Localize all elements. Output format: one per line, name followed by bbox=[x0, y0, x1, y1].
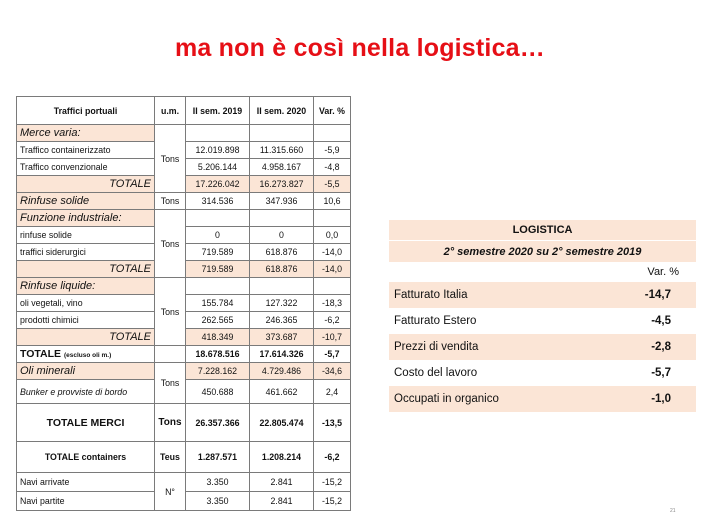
total-merci-v2: 22.805.474 bbox=[250, 404, 314, 442]
row-label: Fatturato Estero bbox=[394, 315, 477, 327]
row-v1: 262.565 bbox=[186, 312, 250, 329]
table-row bbox=[17, 363, 351, 380]
table-row bbox=[389, 308, 696, 334]
row-v2: 2.841 bbox=[250, 492, 314, 511]
row-var: 0,0 bbox=[314, 227, 351, 244]
row-var: -4,8 bbox=[314, 159, 351, 176]
row-v1: 7.228.162 bbox=[186, 363, 250, 380]
port-traffic-table bbox=[16, 96, 351, 511]
table-row bbox=[389, 334, 696, 360]
row-name: traffici siderurgici bbox=[17, 244, 155, 261]
total-excl-row bbox=[17, 346, 351, 363]
subtotal-var: -14,0 bbox=[314, 261, 351, 278]
row-label: Prezzi di vendita bbox=[389, 334, 621, 360]
row-var: -15,2 bbox=[314, 492, 351, 511]
header-sem-2020: II sem. 2020 bbox=[250, 97, 314, 125]
row-v1: 0 bbox=[186, 227, 250, 244]
logistica-header-row bbox=[389, 262, 696, 282]
subtotal-var: -5,5 bbox=[314, 176, 351, 193]
total-containers-row bbox=[17, 442, 351, 473]
page-number: 21 bbox=[670, 508, 676, 514]
header-name: Traffici portuali bbox=[17, 97, 155, 125]
logistica-title-row bbox=[389, 220, 696, 241]
table-row bbox=[17, 193, 351, 210]
row-v1: 155.784 bbox=[186, 295, 250, 312]
row-v2: 461.662 bbox=[250, 380, 314, 404]
logistica-subtitle-row bbox=[389, 241, 696, 263]
total-excl-v1: 18.678.516 bbox=[186, 346, 250, 363]
row-v2: 4.958.167 bbox=[250, 159, 314, 176]
row-v2: 2.841 bbox=[250, 473, 314, 492]
row-label: Fatturato Italia bbox=[389, 282, 621, 308]
row-var: -15,2 bbox=[314, 473, 351, 492]
row-var: -5,9 bbox=[314, 142, 351, 159]
table-row bbox=[389, 386, 696, 412]
total-containers-var: -6,2 bbox=[314, 442, 351, 473]
row-name: Navi partite bbox=[17, 492, 155, 511]
header-sem-2019: II sem. 2019 bbox=[186, 97, 250, 125]
total-excl-var: -5,7 bbox=[314, 346, 351, 363]
subtotal-label: TOTALE bbox=[17, 261, 155, 278]
row-v1: 5.206.144 bbox=[186, 159, 250, 176]
total-excl-label bbox=[17, 346, 155, 363]
row-value: -4,5 bbox=[651, 315, 672, 327]
row-var: -6,2 bbox=[314, 312, 351, 329]
row-name: Navi arrivate bbox=[17, 473, 155, 492]
row-value: -14,7 bbox=[621, 282, 696, 308]
total-containers-v2: 1.208.214 bbox=[250, 442, 314, 473]
total-containers-label: TOTALE containers bbox=[17, 442, 155, 473]
table-row bbox=[17, 473, 351, 492]
subtotal-label: TOTALE bbox=[17, 176, 155, 193]
header-um: u.m. bbox=[155, 97, 186, 125]
row-v2: 11.315.660 bbox=[250, 142, 314, 159]
row-var: -18,3 bbox=[314, 295, 351, 312]
total-excl-note: (escluso oli m.) bbox=[63, 352, 112, 359]
total-merci-um: Tons bbox=[155, 404, 186, 442]
row-var: -14,0 bbox=[314, 244, 351, 261]
row-name: oli vegetali, vino bbox=[17, 295, 155, 312]
row-label: Costo del lavoro bbox=[394, 367, 478, 379]
row-v1: 3.350 bbox=[186, 473, 250, 492]
row-v1: 314.536 bbox=[186, 193, 250, 210]
slide-title: ma non è così nella logistica… bbox=[175, 34, 545, 62]
total-excl-name: TOTALE bbox=[20, 348, 62, 360]
total-merci-row bbox=[17, 404, 351, 442]
um-cell: Tons bbox=[155, 193, 186, 210]
row-v2: 246.365 bbox=[250, 312, 314, 329]
subtotal-v2: 16.273.827 bbox=[250, 176, 314, 193]
section-funzione-industriale: Funzione industriale: bbox=[17, 210, 155, 227]
section-oli-minerali: Oli minerali bbox=[17, 363, 155, 380]
row-name: Bunker e provviste di bordo bbox=[17, 380, 155, 404]
total-containers-um: Teus bbox=[155, 442, 186, 473]
subtotal-v1: 17.226.042 bbox=[186, 176, 250, 193]
logistica-table bbox=[389, 220, 696, 412]
row-name: prodotti chimici bbox=[17, 312, 155, 329]
row-v2: 618.876 bbox=[250, 244, 314, 261]
um-cell: N° bbox=[155, 473, 186, 511]
total-merci-v1: 26.357.366 bbox=[186, 404, 250, 442]
row-v2: 0 bbox=[250, 227, 314, 244]
logistica-title: LOGISTICA bbox=[389, 220, 696, 241]
row-v2: 4.729.486 bbox=[250, 363, 314, 380]
row-v1: 12.019.898 bbox=[186, 142, 250, 159]
subtotal-var: -10,7 bbox=[314, 329, 351, 346]
section-rinfuse-liquide: Rinfuse liquide: bbox=[17, 278, 155, 295]
row-var: -34,6 bbox=[314, 363, 351, 380]
row-v1: 719.589 bbox=[186, 244, 250, 261]
subtotal-label: TOTALE bbox=[17, 329, 155, 346]
row-name: rinfuse solide bbox=[17, 227, 155, 244]
row-value: -1,0 bbox=[621, 386, 696, 412]
row-label: Occupati in organico bbox=[389, 386, 621, 412]
row-var: 10,6 bbox=[314, 193, 351, 210]
row-v2: 347.936 bbox=[250, 193, 314, 210]
um-cell: Tons bbox=[155, 125, 186, 193]
logistica-subtitle: 2° semestre 2020 su 2° semestre 2019 bbox=[389, 241, 696, 263]
row-v1: 450.688 bbox=[186, 380, 250, 404]
table-row bbox=[17, 210, 351, 227]
row-value: -2,8 bbox=[621, 334, 696, 360]
table-row bbox=[389, 282, 696, 308]
um-cell: Tons bbox=[155, 363, 186, 404]
row-name: Traffico convenzionale bbox=[17, 159, 155, 176]
table-row bbox=[389, 360, 696, 386]
table-header-row bbox=[17, 97, 351, 125]
table-row bbox=[17, 125, 351, 142]
row-v1: 3.350 bbox=[186, 492, 250, 511]
logistica-var-header: Var. % bbox=[647, 266, 680, 278]
section-rinfuse-solide: Rinfuse solide bbox=[17, 193, 155, 210]
row-v2: 127.322 bbox=[250, 295, 314, 312]
subtotal-v1: 719.589 bbox=[186, 261, 250, 278]
section-merce-varia: Merce varia: bbox=[17, 125, 155, 142]
um-cell: Tons bbox=[155, 210, 186, 278]
row-var: 2,4 bbox=[314, 380, 351, 404]
total-merci-label: TOTALE MERCI bbox=[17, 404, 155, 442]
subtotal-v2: 373.687 bbox=[250, 329, 314, 346]
row-name: Traffico containerizzato bbox=[17, 142, 155, 159]
subtotal-v2: 618.876 bbox=[250, 261, 314, 278]
um-cell: Tons bbox=[155, 278, 186, 346]
table-row bbox=[17, 278, 351, 295]
total-containers-v1: 1.287.571 bbox=[186, 442, 250, 473]
total-merci-var: -13,5 bbox=[314, 404, 351, 442]
row-value: -5,7 bbox=[651, 367, 672, 379]
total-excl-v2: 17.614.326 bbox=[250, 346, 314, 363]
header-var: Var. % bbox=[314, 97, 351, 125]
subtotal-v1: 418.349 bbox=[186, 329, 250, 346]
